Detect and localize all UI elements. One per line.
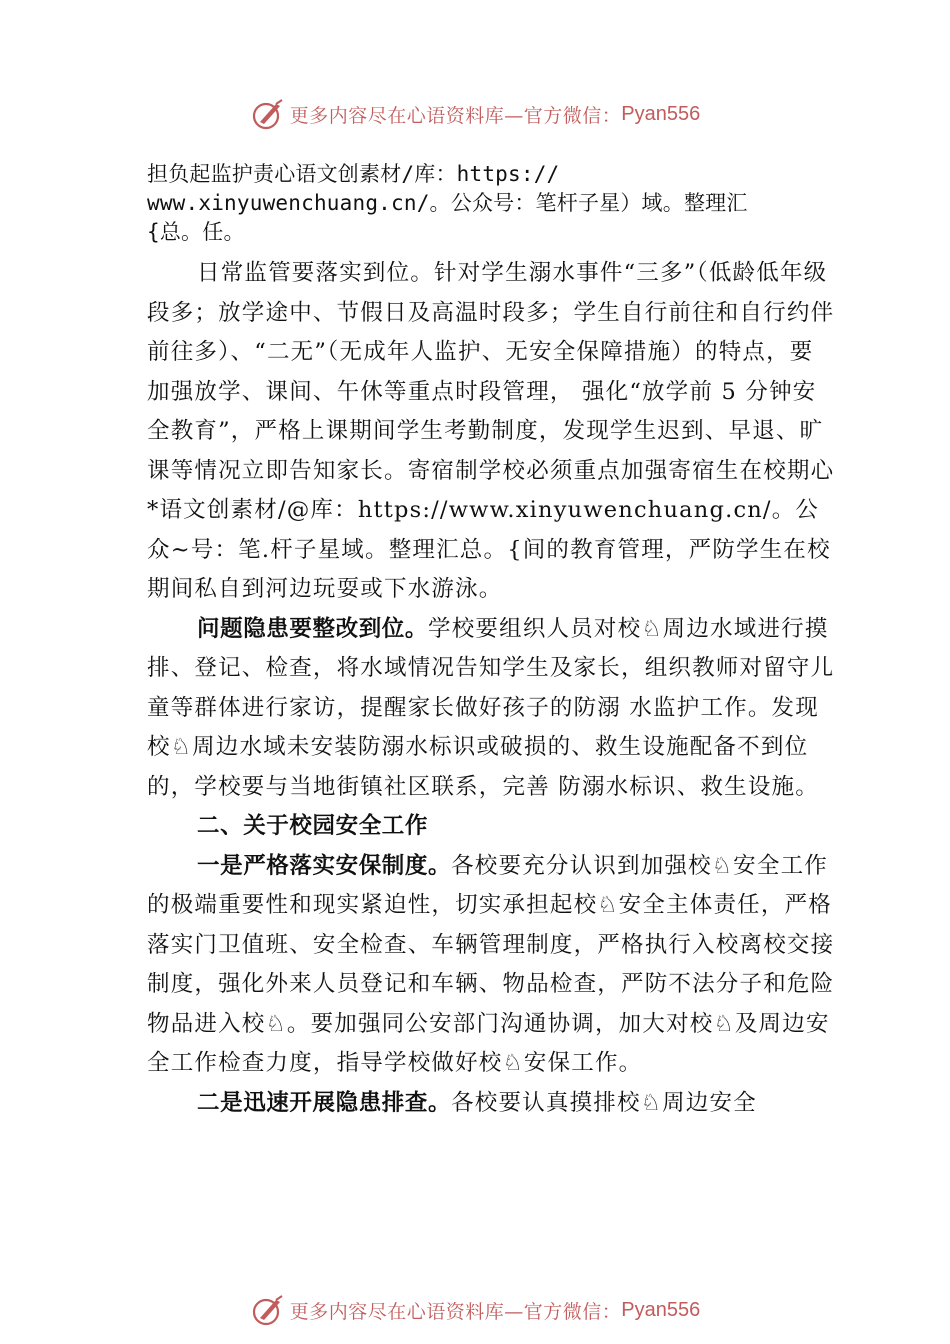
banner-handle: Pyan556 [621, 102, 701, 125]
paragraph-1: 担负起监护责心语文创素材/库：https:// www.xinyuwenchuang.cn/。公众号：笔杆子星）域。整理汇 {总。任。 [147, 162, 748, 244]
paragraph-3-text: 学校要组织人员对校♘周边水域进行摸排、登记、检查，将水域情况告知学生及家长，组织教师对留守儿童等群体进行家访，提醒家长做好孩子的防溺 水监护工作。发现校♘周边水域未安装防溺水标识或破损的、救生设施配备不到位的，学校要与当地街镇社区联系，完善 防溺水标识、救生设施。 [147, 615, 835, 800]
paragraph-3 [147, 610, 837, 808]
header-banner [0, 94, 950, 134]
pen-logo-icon [250, 1292, 286, 1328]
paragraph-4-text: 各校要充分认识到加强校♘安全工作的极端重要性和现实紧迫性，切实承担起校♘安全主体责任，严格落实门卫值班、安全检查、车辆管理制度，严格执行入校离校交接制度，强化外来人员登记和车辆、物品检查，严防不法分子和危险物品进入校♘。要加强同公安部门沟通协调，加大对校♘及周边安全工作检查力度，指导学校做好校♘安保工作。 [147, 852, 835, 1076]
paragraph-4 [147, 847, 837, 1084]
paragraph-4-lead: 一是严格落实安保制度。 [197, 852, 452, 879]
document-body [147, 160, 837, 1123]
footer-banner [0, 1290, 950, 1330]
section-heading-2: 二、关于校园安全工作 [197, 813, 429, 839]
paragraph-5 [147, 1084, 837, 1124]
paragraph-2: 日常监管要落实到位。针对学生溺水事件“三多”（低龄低年级段多；放学途中、节假日及高温时段多；学生自行前往和自行约伴前往多）、“二无”（无成年人监护、无安全保障措施）的特点，要加强放学、课间、午休等重点时段管理， 强化“放学前 5 分钟安全教育”，严格上课期间学生考勤制度，发现学生迟到、早退、旷课等情况立即告知家长。寄宿制学校必须重点加强寄宿生在校期心*语文创素材/@库：https://www.xinyuwenchuang.cn/。公众~号：笔.杆子星域。整理汇总。{间的教育管理，严防学生在校期间私自到河边玩耍或下水游泳。 [147, 260, 835, 602]
pen-logo-icon [250, 96, 286, 132]
paragraph-3-lead: 问题隐患要整改到位。 [197, 615, 429, 642]
footer-banner-handle: Pyan556 [621, 1298, 701, 1321]
footer-banner-text: 更多内容尽在心语资料库—官方微信： [289, 1300, 622, 1323]
paragraph-5-lead: 二是迅速开展隐患排查。 [197, 1089, 452, 1116]
paragraph-5-text: 各校要认真摸排校♘周边安全 [451, 1089, 757, 1116]
banner-text: 更多内容尽在心语资料库—官方微信： [289, 104, 622, 127]
